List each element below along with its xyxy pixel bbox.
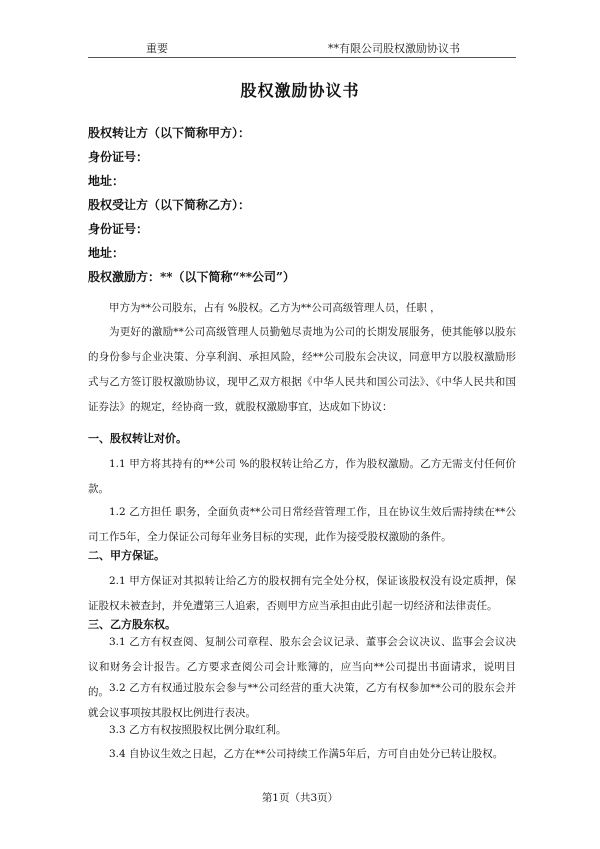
page-number: 第1页（共3页） — [261, 792, 339, 804]
clause-2-1: 2.1 甲方保证对其拟转让给乙方的股权拥有完全处分权，保证该股权没有设定质押，保证股权未被查封，并免遭第三人追索，否则甲方应当承担由此引起一切经济和法律责任。 — [88, 575, 516, 612]
party-transferor: 股权转让方（以下简称甲方）： — [88, 126, 251, 140]
clause-3-3: 3.3 乙方有权按照股权比例分取红利。 — [109, 724, 287, 736]
section-heading-1: 一、股权转让对价。 — [88, 432, 187, 445]
party-incentive: 股权激励方：**（以下简称“**公司”） — [88, 270, 295, 284]
party-transferee: 股权受让方（以下简称乙方）： — [88, 198, 251, 212]
party-transferee-id: 身份证号： — [88, 222, 149, 236]
clause-3-1: 3.1 乙方有权查阅、复制公司章程、股东会会议记录、董事会会议决议、监事会会议决议和财务会计报告。乙方要求查阅公司会计账簿的，应当向**公司提出书面请求，说明目的。 — [88, 636, 516, 698]
document-title: 股权激励协议书 — [240, 81, 360, 100]
preamble-para-1: 甲方为**公司股东，占有 %股权。乙方为**公司高级管理人员，任职 ， — [109, 302, 441, 314]
header-rule — [88, 57, 516, 58]
preamble-para-2: 为更好的激励**公司高级管理人员勤勉尽责地为公司的长期发展服务，使其能够以股东的身份参与企业决策、分享利润、承担风险，经**公司股东会决议，同意甲方以股权激励形式与乙方签订股权激励协议，现甲乙双方根据《中华人民共和国公司法》、《中华人民共和国证券法》的规定，经协商一致，就股权激励事宜，达成如下协议： — [88, 326, 516, 413]
clause-3-4: 3.4 自协议生效之日起，乙方在**公司持续工作满5年后，方可自由处分已转让股权。 — [109, 748, 504, 760]
party-transferee-address: 地址： — [88, 246, 125, 260]
clause-1-1: 1.1 甲方将其持有的**公司 %的股权转让给乙方，作为股权激励。乙方无需支付任何价款。 — [88, 458, 516, 495]
party-transferor-id: 身份证号： — [88, 150, 149, 164]
header-right: **有限公司股权激励协议书 — [328, 42, 460, 55]
header-left: 重要 — [146, 42, 168, 55]
section-heading-3: 三、乙方股东权。 — [88, 618, 176, 631]
clause-1-2: 1.2 乙方担任 职务，全面负责**公司日常经营管理工作，且在协议生效后需持续在**公司工作5年，全力保证公司每年业务目标的实现，此作为接受股权激励的条件。 — [88, 506, 516, 543]
party-transferor-address: 地址： — [88, 174, 125, 188]
section-heading-2: 二、甲方保证。 — [88, 549, 165, 562]
clause-3-2: 3.2 乙方有权通过股东会参与**公司经营的重大决策，乙方有权参加**公司的股东会并就会议事项按其股权比例进行表决。 — [88, 682, 516, 719]
